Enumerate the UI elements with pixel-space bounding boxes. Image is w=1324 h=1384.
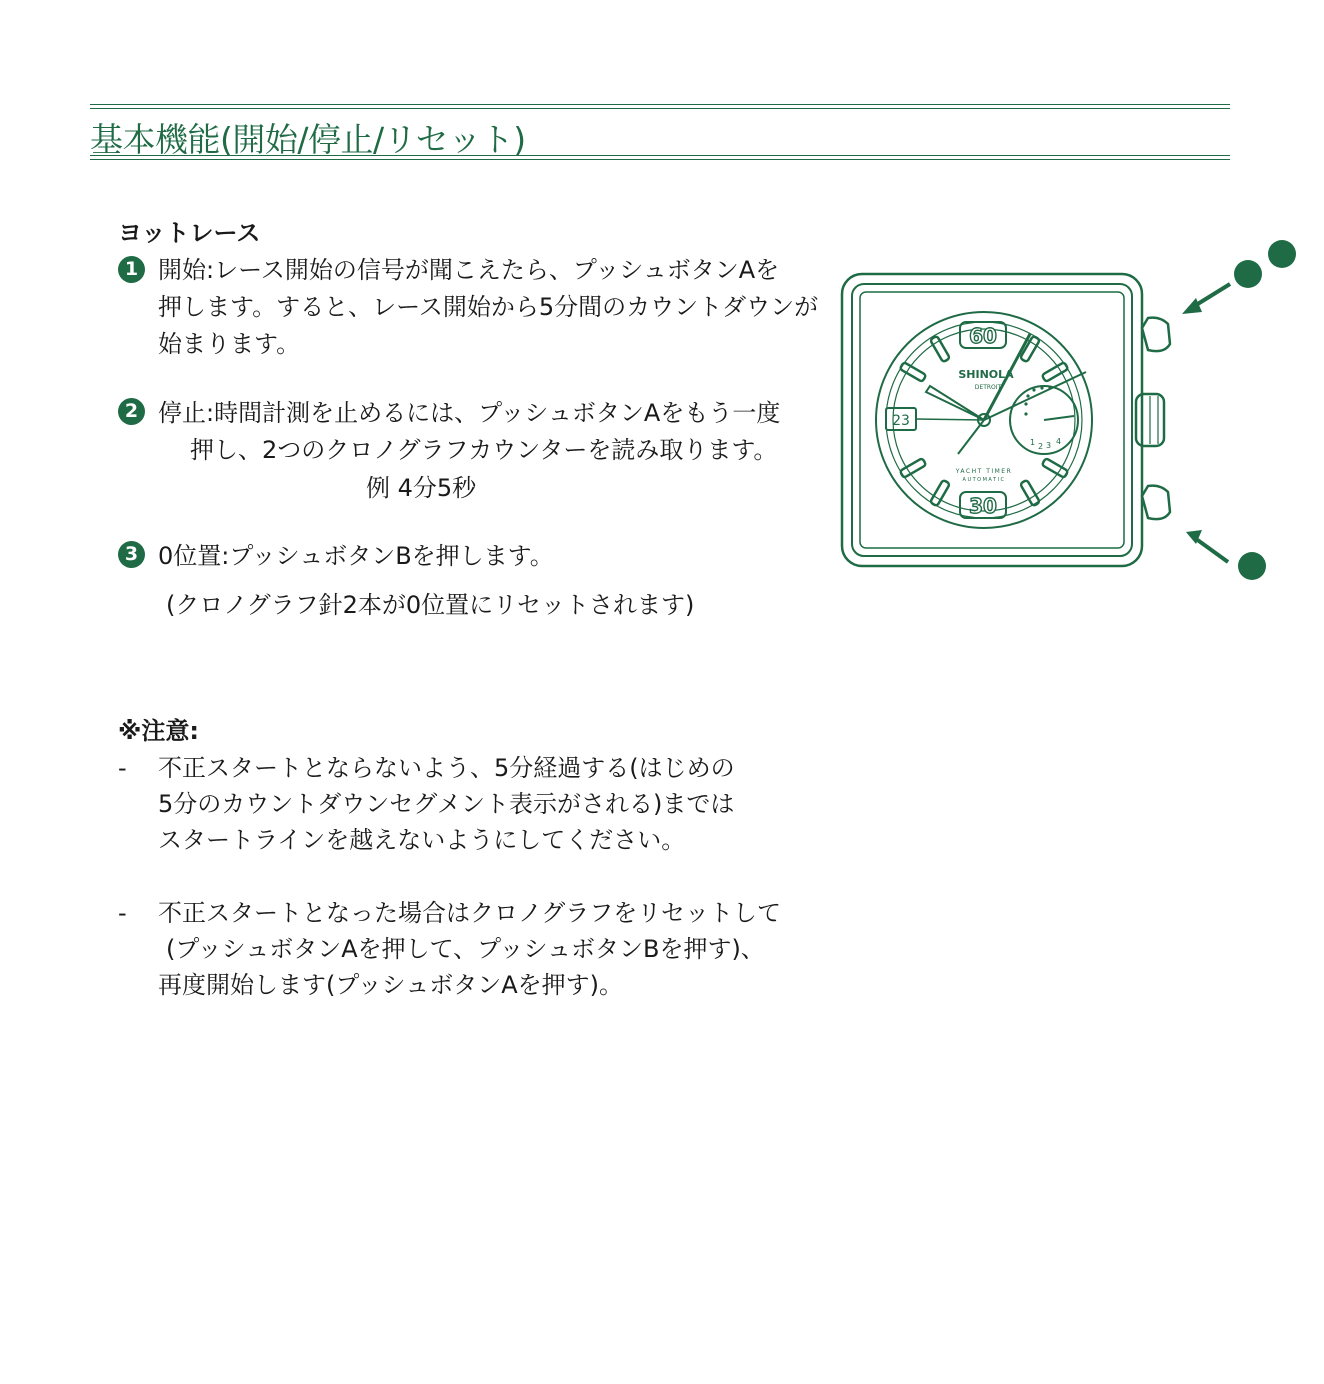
header-rule-top-2 [90,108,1230,109]
step-1-badge: 1 [118,256,145,283]
step-2-line-1: 停止:時間計測を止めるには、プッシュボタンAをもう一度 [158,399,781,427]
marker-60: 60 [969,324,997,348]
note-1-bullet: - [118,754,127,782]
section-heading: ヨットレース [118,219,261,247]
header-rule-top-1 [90,104,1230,105]
brand-logo-text: SHINOLA [958,368,1014,381]
marker-30: 30 [969,494,997,518]
callout-a-dot-1 [1234,260,1262,288]
callout-b-dot [1238,552,1266,580]
model-line-2: AUTOMATIC [962,477,1006,483]
step-1-line-2: 押します。すると、レース開始から5分間のカウントダウンが [158,293,819,321]
step-3-badge: 3 [118,541,145,568]
header-rule-bottom-2 [90,159,1230,160]
watch-illustration [830,236,1300,596]
step-2-example: 例 4分5秒 [366,474,477,502]
step-2-badge: 2 [118,398,145,425]
page-title: 基本機能(開始/停止/リセット) [90,120,526,159]
brand-city-text: DETROIT [974,384,1002,391]
note-2-line-2: (プッシュボタンAを押して、プッシュボタンBを押す)、 [166,935,765,963]
arrow-a-head [1182,298,1202,314]
note-1-line-2: 5分のカウントダウンセグメント表示がされる)までは [158,790,735,818]
subdial-4: 4 [1056,437,1062,446]
pusher-a [1142,318,1170,352]
note-1-line-1: 不正スタートとならないよう、5分経過する(はじめの [158,754,735,782]
step-1-line-3: 始まります。 [158,330,301,358]
subdial-1: 1 [1030,438,1036,447]
note-1-line-3: スタートラインを越えないようにしてください。 [158,826,686,854]
callout-a-dot-2 [1268,240,1296,268]
step-2-line-2: 押し、2つのクロノグラフカウンターを読み取ります。 [190,436,778,464]
step-3-line-1: 0位置:プッシュボタンBを押します。 [158,542,554,570]
step-3-line-2: (クロノグラフ針2本が0位置にリセットされます) [166,591,695,619]
note-2-line-3: 再度開始します(プッシュボタンAを押す)。 [158,971,623,999]
pusher-b [1142,486,1170,520]
subdial-2: 2 [1038,442,1044,451]
subdial-3: 3 [1046,441,1052,450]
model-line-1: YACHT TIMER [955,468,1013,475]
note-2-bullet: - [118,899,127,927]
notes-heading: ※注意: [118,717,199,745]
note-2-line-1: 不正スタートとなった場合はクロノグラフをリセットして [158,899,782,927]
header-rule-bottom-1 [90,155,1230,156]
step-1-line-1: 開始:レース開始の信号が聞こえたら、プッシュボタンAを [158,256,780,284]
date-window-text: 23 [892,413,910,429]
